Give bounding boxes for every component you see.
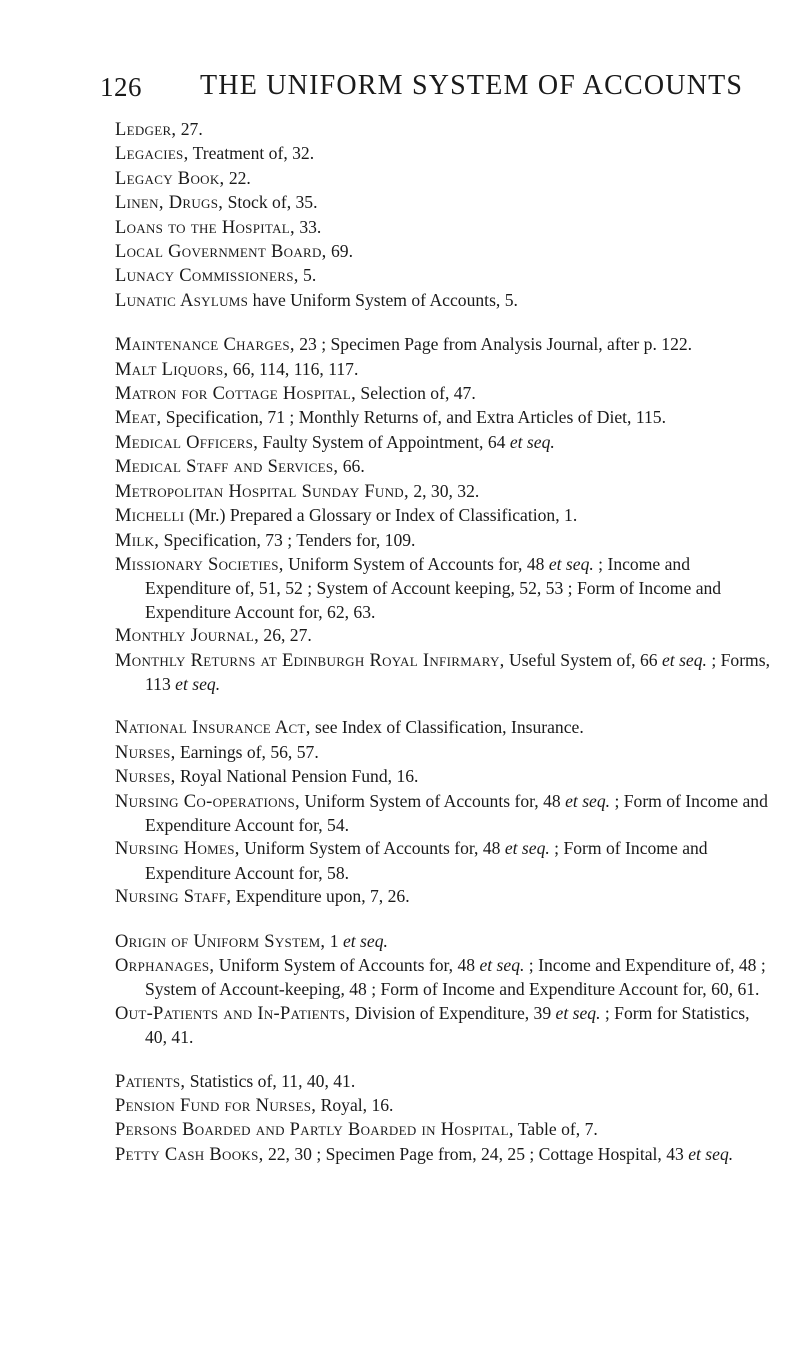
index-entry <box>115 333 775 357</box>
entry-text: Earnings of, 56, 57. <box>175 741 319 762</box>
entry-text: 33. <box>294 216 322 237</box>
index-entry <box>115 240 775 264</box>
entry-heading: Maintenance Charges, <box>115 335 295 356</box>
index-entry <box>115 790 775 838</box>
entry-text: Useful System of, 66 <box>504 649 662 670</box>
entry-heading: Nurses, <box>115 742 176 763</box>
entry-text: see Index of Classification, Insurance. <box>310 717 584 738</box>
index-entry <box>115 954 775 1002</box>
entry-heading: Malt Liquors, <box>115 359 229 380</box>
entry-text: ; Form for Statistics, 40, 41. <box>145 1002 750 1048</box>
entry-italic-text: et seq. <box>555 1002 601 1023</box>
entry-text: ; Income and Expenditure of, 48 ; System of Account-keeping, 48 ; Form of Income and Expenditure Account for, 60, 61. <box>145 955 766 1000</box>
index-letter-group <box>115 1070 775 1168</box>
entry-text: 1 <box>325 930 343 951</box>
index-entry <box>115 624 775 648</box>
entry-heading: Petty Cash Books, <box>115 1144 264 1165</box>
entry-heading: Matron for Cottage Hospital, <box>115 384 357 405</box>
entry-italic-text: et seq. <box>509 431 555 452</box>
entry-text: 23 ; Specimen Page from Analysis Journal, after p. 122. <box>294 334 693 355</box>
index-entry <box>115 191 775 215</box>
entry-heading: Monthly Journal, <box>115 626 259 647</box>
index-entry <box>115 1118 775 1142</box>
entry-heading: Metropolitan Hospital Sunday Fund, <box>115 481 409 502</box>
index-letter-group <box>115 716 775 909</box>
entry-text: ; Income and Expenditure of, 51, 52 ; System of Account keeping, 52, 53 ; Form of Income and Expenditure Account for, 62, 63. <box>145 553 722 622</box>
entry-heading: Lunacy Commissioners, <box>115 266 299 287</box>
index-entry <box>115 1002 775 1050</box>
entry-heading: National Insurance Act, <box>115 718 311 739</box>
entry-heading: Nursing Staff, <box>115 887 232 908</box>
entry-heading: Origin of Uniform System, <box>115 931 326 952</box>
entry-italic-text: et seq. <box>342 930 388 951</box>
entry-heading: Legacies, <box>115 144 189 165</box>
entry-text: Expenditure upon, 7, 26. <box>231 886 410 907</box>
entry-heading: Monthly Returns at Edinburgh Royal Infirmary, <box>115 650 505 671</box>
index-letter-group <box>115 930 775 1050</box>
entry-heading: Lunatic Asylums <box>115 290 249 311</box>
entry-heading: Out-Patients and In-Patients, <box>115 1003 351 1024</box>
entry-text: Uniform System of Accounts for, 48 <box>299 790 566 811</box>
entry-text: 26, 27. <box>259 625 312 646</box>
entry-text: 2, 30, 32. <box>408 480 480 501</box>
entry-text: Royal National Pension Fund, 16. <box>175 766 419 787</box>
entry-italic-text: et seq. <box>688 1143 734 1164</box>
entry-italic-text: et seq. <box>504 838 550 859</box>
index-entry <box>115 716 775 740</box>
index-entry <box>115 529 775 553</box>
entry-text: ; Forms, 113 <box>145 649 770 694</box>
index-entry <box>115 382 775 406</box>
index-entry <box>115 553 775 624</box>
entry-text: ; Form of Income and Expenditure Account for, 58. <box>145 838 708 883</box>
entry-heading: Orphanages, <box>115 956 215 976</box>
entry-heading: Legacy Book, <box>115 168 225 189</box>
entry-heading: Nursing Co-operations, <box>115 791 300 812</box>
index-entry <box>115 264 775 288</box>
entry-heading: Milk, <box>115 530 160 551</box>
entry-text: Specification, 71 ; Monthly Returns of, and Extra Articles of Diet, 115. <box>161 407 666 428</box>
entry-heading: Nursing Homes, <box>115 839 240 860</box>
entry-italic-text: et seq. <box>175 673 221 694</box>
entry-heading: Linen, Drugs, <box>115 193 224 214</box>
page-number: 126 <box>100 72 142 102</box>
index-entry <box>115 837 775 885</box>
page-header <box>0 68 800 112</box>
index-entry <box>115 504 775 528</box>
entry-italic-text: et seq. <box>548 553 594 574</box>
index-entry <box>115 142 775 166</box>
entry-text: 66, 114, 116, 117. <box>228 358 359 379</box>
entry-text: ; Form of Income and Expenditure Account for, 54. <box>145 790 768 835</box>
entry-heading: Ledger, <box>115 120 177 140</box>
index-entry <box>115 358 775 382</box>
entry-text: Faulty System of Appointment, 64 <box>258 431 510 452</box>
entry-text: Royal, 16. <box>316 1095 394 1116</box>
entry-text: Division of Expenditure, 39 <box>350 1002 556 1023</box>
entry-text: 69. <box>326 241 353 262</box>
entry-heading: Pension Fund for Nurses, <box>115 1096 317 1117</box>
entry-text: Uniform System of Accounts for, 48 <box>214 955 480 975</box>
entry-text: (Mr.) Prepared a Glossary or Index of Classification, 1. <box>184 505 578 526</box>
entry-italic-text: et seq. <box>479 955 525 975</box>
entry-text: have Uniform System of Accounts, 5. <box>248 289 518 310</box>
entry-heading: Nurses, <box>115 767 176 788</box>
entry-italic-text: et seq. <box>565 790 611 811</box>
index-entry <box>115 885 775 909</box>
entry-text: Stock of, 35. <box>223 192 318 213</box>
index-entry <box>115 1070 775 1094</box>
entry-text: 27. <box>176 119 203 139</box>
entry-text: Treatment of, 32. <box>188 143 315 164</box>
index-entry <box>115 765 775 789</box>
entry-text: Uniform System of Accounts for, 48 <box>283 553 549 574</box>
entry-italic-text: et seq. <box>661 649 707 670</box>
entry-text: Selection of, 47. <box>356 383 476 404</box>
entry-text: Uniform System of Accounts for, 48 <box>239 838 505 859</box>
running-title: THE UNIFORM SYSTEM OF ACCOUNTS <box>200 70 744 101</box>
index-entry <box>115 741 775 765</box>
index-entry <box>115 406 775 430</box>
entry-text: 66. <box>338 456 365 477</box>
index-entry <box>115 480 775 504</box>
index-entry <box>115 930 775 954</box>
entry-heading: Medical Staff and Services, <box>115 457 339 478</box>
entry-text: Statistics of, 11, 40, 41. <box>185 1070 356 1091</box>
index-entry <box>115 118 775 142</box>
entry-heading: Loans to the Hospital, <box>115 217 295 238</box>
entry-heading: Persons Boarded and Partly Boarded in Hospital, <box>115 1120 514 1141</box>
index-entry <box>115 455 775 479</box>
entry-heading: Missionary Societies, <box>115 554 284 575</box>
index-letter-group <box>115 118 775 313</box>
entry-text: 22. <box>224 167 251 188</box>
index-entry <box>115 216 775 240</box>
entry-text: Specification, 73 ; Tenders for, 109. <box>159 529 416 550</box>
index-entry <box>115 1094 775 1118</box>
entry-heading: Meat, <box>115 408 162 429</box>
entry-heading: Patients, <box>115 1071 186 1092</box>
entry-heading: Michelli <box>115 506 185 527</box>
entry-heading: Medical Officers, <box>115 432 259 453</box>
index-entry <box>115 431 775 455</box>
entry-text: 5. <box>298 265 317 286</box>
index-list <box>115 118 775 1187</box>
index-entry <box>115 649 775 697</box>
index-entry <box>115 1143 775 1167</box>
index-entry <box>115 289 775 313</box>
index-letter-group <box>115 333 775 696</box>
entry-text: 22, 30 ; Specimen Page from, 24, 25 ; Cottage Hospital, 43 <box>263 1143 689 1164</box>
entry-text: Table of, 7. <box>513 1119 598 1140</box>
index-entry <box>115 167 775 191</box>
entry-heading: Local Government Board, <box>115 242 327 263</box>
